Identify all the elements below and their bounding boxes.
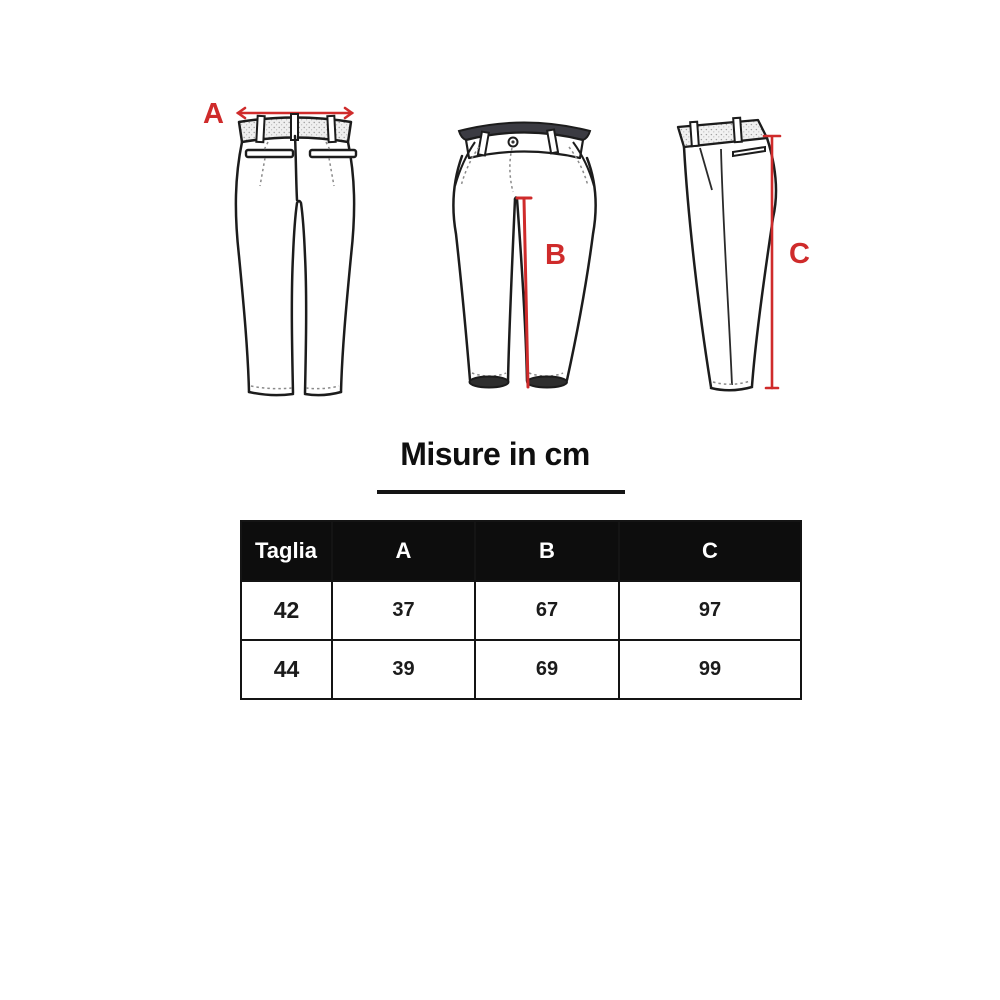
- pants-front-view-illustration: [442, 106, 607, 406]
- cell-c: 97: [619, 581, 801, 640]
- measure-label-b: B: [545, 239, 566, 271]
- measure-label-a: A: [203, 98, 224, 130]
- title-underline: [377, 490, 625, 494]
- cell-b: 69: [475, 640, 619, 699]
- table-row-size-42: [241, 581, 801, 640]
- cell-a: 37: [332, 581, 475, 640]
- cell-taglia: 44: [241, 640, 332, 699]
- header-cell-taglia: Taglia: [241, 521, 332, 581]
- cell-a: 39: [332, 640, 475, 699]
- size-table: [240, 520, 802, 700]
- cell-taglia: 42: [241, 581, 332, 640]
- table-header-row: [241, 521, 801, 581]
- pants-back-view-drawing: [198, 96, 372, 406]
- pants-front-view-drawing: [442, 106, 607, 406]
- table-row-size-44: [241, 640, 801, 699]
- header-cell-b: B: [475, 521, 619, 581]
- pants-back-view-illustration: [198, 96, 372, 406]
- measure-label-c: C: [789, 238, 810, 270]
- title-block: [295, 436, 695, 473]
- cell-b: 67: [475, 581, 619, 640]
- leg-openings: [470, 377, 568, 388]
- page-title: Misure in cm: [400, 436, 590, 472]
- header-cell-a: A: [332, 521, 475, 581]
- header-cell-c: C: [619, 521, 801, 581]
- cell-c: 99: [619, 640, 801, 699]
